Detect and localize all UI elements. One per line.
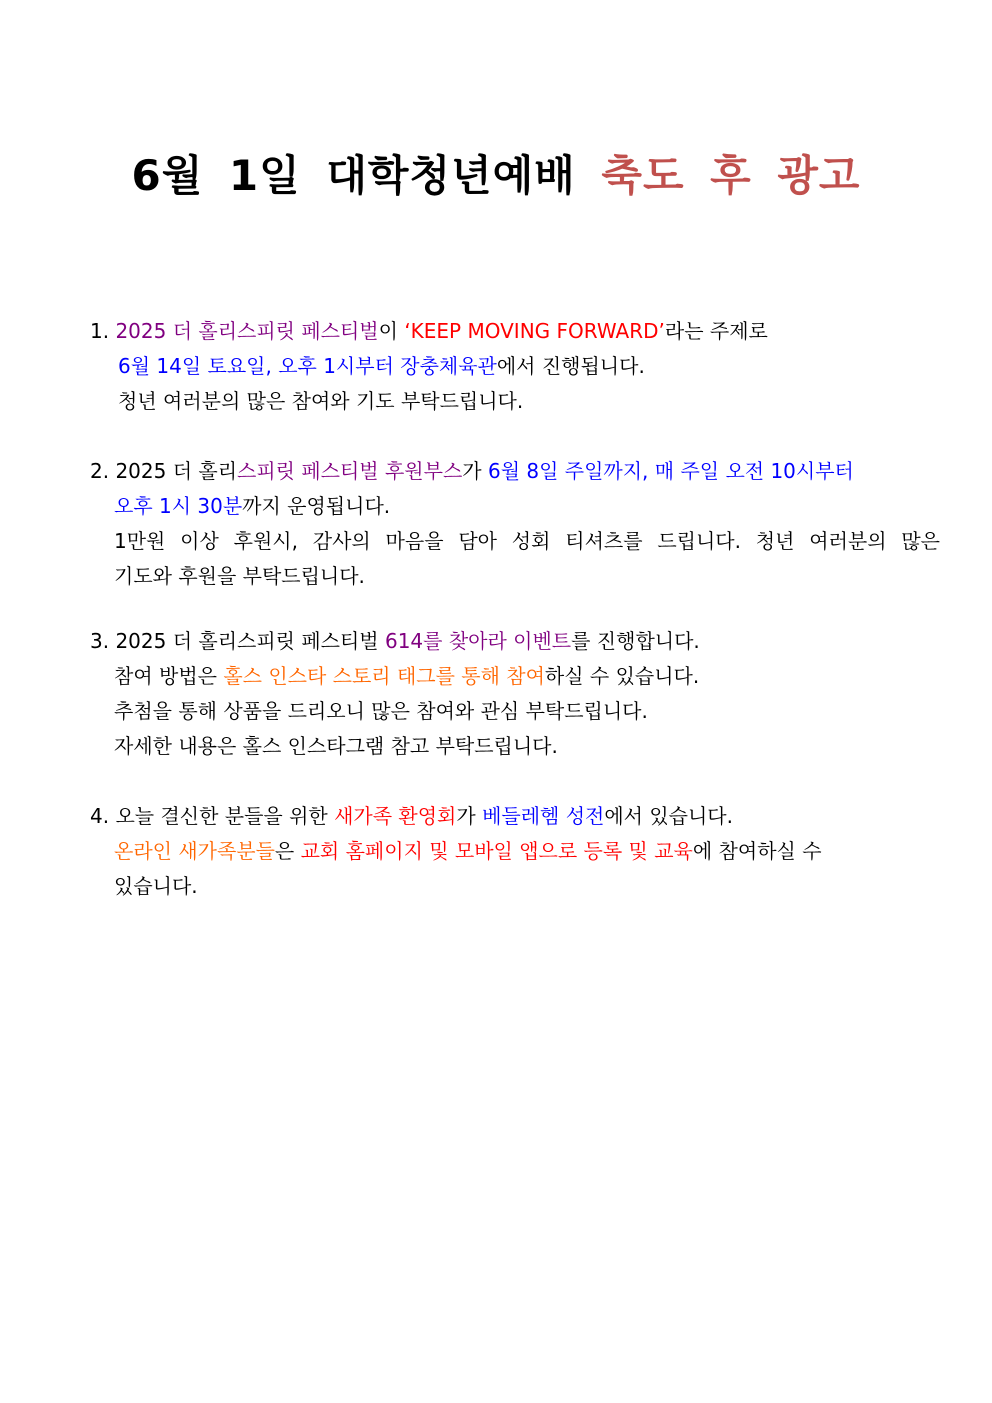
- item-2-line-2: [90, 489, 940, 524]
- booth-end-time: 오후 1시 30분: [114, 494, 243, 518]
- text-segment: 추첨을 통해 상품을 드리오니 많은 참여와 관심 부탁드립니다.: [114, 699, 648, 723]
- text-segment: 가: [456, 804, 483, 828]
- title-after-benediction: 축도 후 광고: [601, 151, 861, 200]
- item-3-line-3: [90, 694, 940, 729]
- participation-method: 홀스 인스타 스토리 태그를 통해 참여: [223, 664, 545, 688]
- text-segment: 에서 있습니다.: [604, 804, 733, 828]
- page-title: [0, 150, 992, 202]
- item-1-line-2: [90, 349, 940, 384]
- event-name: 614를 찾아라 이벤트: [384, 629, 572, 653]
- online-newcomers: 온라인 새가족분들: [114, 839, 275, 863]
- text-segment: 참여 방법은: [114, 664, 224, 688]
- text-segment: 오늘 결신한 분들을 위한: [115, 804, 335, 828]
- registration-method: 교회 홈페이지 및 모바일 앱으로 등록 및 교육: [300, 839, 693, 863]
- text-segment: 2025 더 홀리: [115, 459, 238, 483]
- text-segment: 2025 더 홀리스피릿 페스티벌: [115, 629, 385, 653]
- text-segment: 가: [462, 459, 488, 483]
- item-3-line-1: [90, 624, 940, 659]
- text-segment: 기도와 후원을 부탁드립니다.: [114, 564, 365, 588]
- sponsor-booth: 스피릿 페스티벌 후원부스: [237, 459, 463, 483]
- festival-name: 2025 더 홀리스피릿 페스티벌: [115, 319, 379, 343]
- announcement-item-2: [90, 454, 940, 594]
- text-segment: 있습니다.: [114, 874, 198, 898]
- item-number: 1.: [90, 319, 110, 343]
- item-4-line-1: [90, 799, 940, 834]
- text-segment: 이: [378, 319, 405, 343]
- text-segment: 에서 진행됩니다.: [496, 354, 645, 378]
- item-1-line-1: [90, 314, 940, 349]
- item-2-line-1: [90, 454, 940, 489]
- booth-schedule: 6월 8일 주일까지, 매 주일 오전 10시부터: [487, 459, 854, 483]
- item-3-line-4: [90, 729, 940, 764]
- festival-theme: ‘KEEP MOVING FORWARD’: [404, 319, 665, 343]
- text-segment: 청년 여러분의 많은 참여와 기도 부탁드립니다.: [118, 389, 524, 413]
- title-date-service: 6월 1일 대학청년예배: [131, 151, 576, 200]
- item-4-line-3: [90, 869, 940, 904]
- item-2-line-4: [90, 559, 940, 594]
- item-number: 3.: [90, 629, 110, 653]
- text-segment: 까지 운영됩니다.: [242, 494, 391, 518]
- text-segment: 라는 주제로: [664, 319, 768, 343]
- item-number: 2.: [90, 459, 110, 483]
- item-3-line-2: [90, 659, 940, 694]
- item-4-line-2: [90, 834, 940, 869]
- announcement-item-3: [90, 624, 940, 764]
- text-segment: 에 참여하실 수: [692, 839, 822, 863]
- item-1-line-3: [90, 384, 940, 419]
- text-segment: 하실 수 있습니다.: [544, 664, 700, 688]
- text-segment: 를 진행합니다.: [571, 629, 700, 653]
- item-2-line-3: [90, 524, 940, 559]
- announcement-item-4: [90, 799, 940, 904]
- text-segment: 1만원 이상 후원시, 감사의 마음을 담아 성회 티셔츠를 드립니다. 청년 여러분의 많은: [114, 529, 940, 553]
- text-segment: 은: [274, 839, 301, 863]
- announcement-item-1: [90, 314, 940, 419]
- item-number: 4.: [90, 804, 110, 828]
- text-segment: 자세한 내용은 홀스 인스타그램 참고 부탁드립니다.: [114, 734, 558, 758]
- festival-date-venue: 6월 14일 토요일, 오후 1시부터 장충체육관: [118, 354, 497, 378]
- bethlehem-sanctuary: 베들레헴 성전: [482, 804, 605, 828]
- welcome-meeting: 새가족 환영회: [334, 804, 457, 828]
